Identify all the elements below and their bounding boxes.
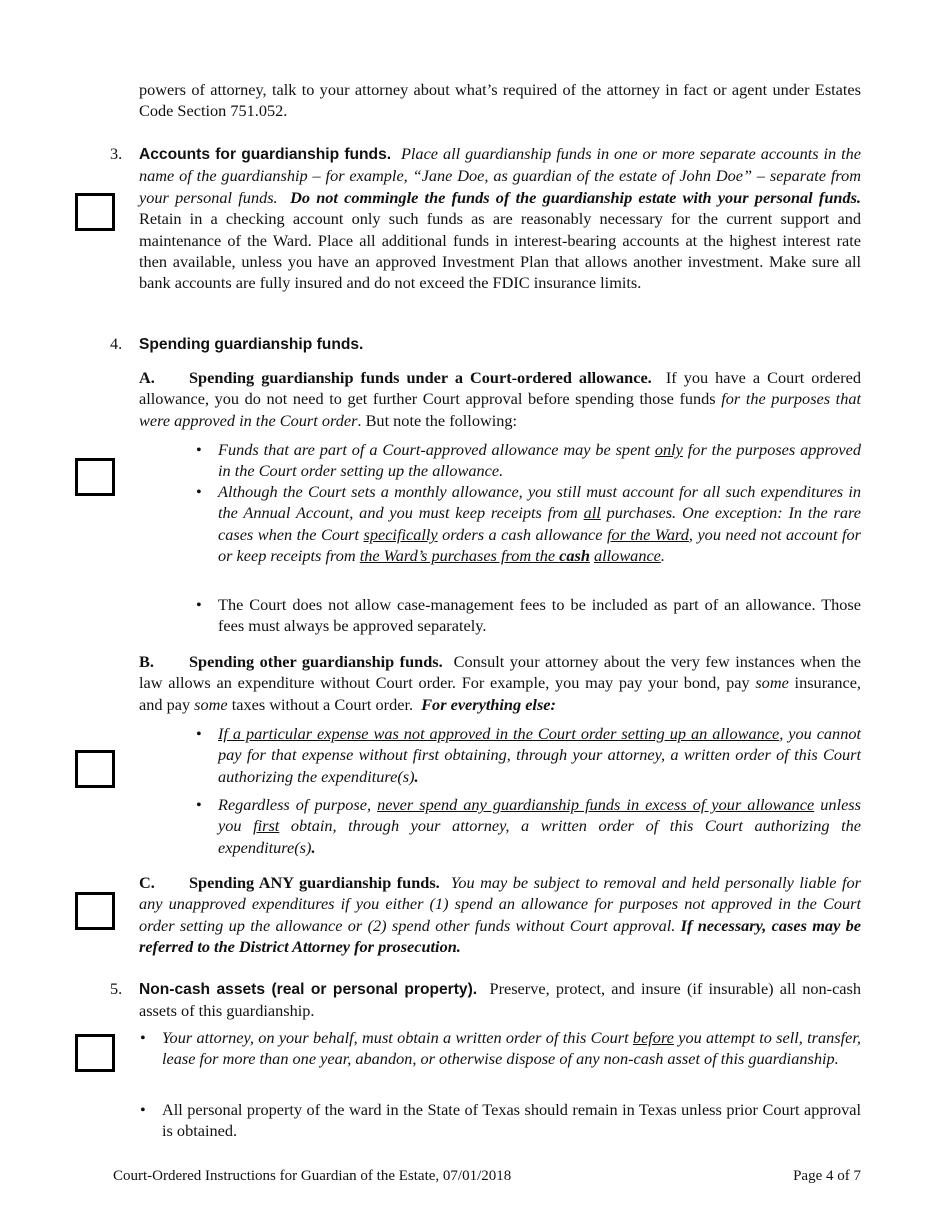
bullet-end: . — [414, 766, 419, 786]
section-5-bullet-2 — [162, 1099, 861, 1142]
bullet-underline: first — [253, 816, 280, 836]
section-4b-paragraph — [139, 651, 861, 715]
bullet-text: . — [660, 546, 665, 566]
section-4b-bold-italic: For everything else: — [421, 694, 556, 714]
section-4-heading: Spending guardianship funds. — [139, 336, 364, 353]
section-4b-heading: Spending other guardianship funds. — [189, 652, 443, 671]
bullet-underline: never spend any guardianship funds in excess of your allowance — [377, 795, 815, 814]
section-4b-text3: taxes without a Court order. — [231, 694, 414, 714]
bullet-underline: specifically — [363, 524, 438, 544]
bullet-underline: before — [632, 1028, 674, 1047]
section-5-number: 5. — [110, 979, 123, 998]
bullet-text: Regardless of purpose, — [218, 795, 372, 814]
section-4c-bold-italic: If necessary, cases may be referred to the District Attorney for prosecution. — [139, 915, 861, 957]
section-4a-paragraph — [139, 367, 861, 431]
bullet-text: purchases. One exception: In the rare cases when the Court — [218, 503, 861, 544]
section-3-italic: Place all guardianship funds in one or more separate accounts in the name of the guardianship – for example, “Jane Doe, as guardian of the estate of John Doe” – separate from your personal funds. — [139, 144, 861, 207]
section-5-paragraph — [139, 978, 861, 1022]
section-4a-checkbox[interactable] — [75, 458, 115, 496]
section-3-number: 3. — [110, 144, 123, 163]
bullet-text: All personal property of the ward in the State of Texas should remain in Texas unless prior Court approval is obtained. — [162, 1100, 861, 1141]
section-4c-paragraph — [139, 872, 861, 958]
section-4b-text2: insurance, and pay — [139, 673, 861, 714]
section-4c-italic: You may be subject to removal and held personally liable for any unapproved expenditures if you either (1) spend an allowance for purposes not approved in the Court order setting up the allowance or (2) spend other funds without Court approval. — [139, 873, 861, 935]
intro-paragraph — [139, 79, 861, 122]
bullet-text: orders a cash allowance — [442, 524, 603, 544]
section-4a-italic: for the purposes that were approved in the Court order — [139, 389, 862, 430]
bullet-text: for the purposes approved in the Court order setting up the allowance. — [218, 440, 861, 481]
section-5-heading: Non-cash assets (real or personal property). — [139, 981, 478, 998]
section-4c-checkbox[interactable] — [75, 892, 115, 930]
bullet-text: you attempt to sell, transfer, lease for more than one year, abandon, or otherwise dispose of any non-cash asset of this guardianship. — [162, 1028, 861, 1069]
bullet-text: The Court does not allow case-management fees to be included as part of an allowance. Those fees must always be approved separately. — [218, 595, 861, 636]
bullet-text: Although the Court sets a monthly allowance, you still must account for all such expenditures in the Annual Account, and you must keep receipts from — [218, 482, 861, 523]
section-4a-letter: A. — [139, 368, 155, 387]
bullet-underline: only — [654, 440, 683, 459]
section-4a-heading: Spending guardianship funds under a Court-ordered allowance. — [189, 368, 652, 387]
section-4-title — [139, 333, 861, 355]
section-4b-checkbox[interactable] — [75, 750, 115, 788]
bullet-text: , you cannot pay for that expense without first obtaining, through your attorney, a written order of this Court authorizing the expenditure(s) — [218, 724, 862, 786]
bullet-underline: for the Ward — [606, 524, 689, 544]
bullet-text: unless you — [218, 795, 861, 836]
bullet-text: Funds that are part of a Court-approved allowance may be spent — [218, 440, 650, 459]
bullet-bold-underline: cash — [559, 546, 590, 566]
section-4b-bullet-1 — [218, 723, 861, 787]
section-4b-some: some — [755, 673, 789, 693]
section-4b-letter: B. — [139, 652, 154, 671]
section-3-checkbox[interactable] — [75, 193, 115, 231]
bullet-text: Your attorney, on your behalf, must obtain a written order of this Court — [162, 1028, 629, 1047]
bullet-text: , you need not account for or keep receipts from — [218, 524, 861, 566]
intro-text: powers of attorney, talk to your attorney about what’s required of the attorney in fact or agent under Estates Code Section 751.052. — [139, 80, 861, 121]
section-4b-text1: Consult your attorney about the very few instances when the law allows an expenditure without Court order. For example, you may pay your bond, pay — [139, 652, 861, 693]
section-5-bullet-1 — [162, 1027, 861, 1070]
bullet-text: obtain, through your attorney, a written order of this Court authorizing the expenditure(s) — [218, 816, 861, 857]
footer-title: Court-Ordered Instructions for Guardian of the Estate, 07/01/2018 — [113, 1168, 512, 1184]
section-3-rest: Retain in a checking account only such funds as are reasonably necessary for the current support and maintenance of the Ward. Place all additional funds in interest-bearing accounts at the highest interest rate then available, unless you have an approved Investment Plan that allows another investment. Make sure all bank accounts are fully insured and do not exceed the FDIC insurance limits. — [139, 209, 861, 293]
section-4c-letter: C. — [139, 873, 155, 892]
section-4a-bullet-3 — [218, 594, 861, 637]
section-3-heading: Accounts for guardianship funds. — [139, 146, 392, 163]
page-number: Page 4 of 7 — [793, 1168, 861, 1184]
section-4b-some: some — [194, 694, 228, 714]
section-4a-bullet-2 — [218, 481, 861, 567]
bullet-underline: the Ward’s purchases from the — [359, 546, 556, 566]
section-3-paragraph — [139, 143, 861, 294]
section-4a-text1: If you have a Court ordered allowance, you do not need to get further Court approval before spending those funds — [139, 368, 862, 409]
bullet-underline: If a particular expense was not approved in the Court order setting up an allowance — [218, 724, 780, 743]
section-4a-bullet-1 — [218, 439, 861, 482]
section-4a-text2: . But note the following: — [357, 410, 518, 430]
section-4-number: 4. — [110, 334, 123, 353]
section-4c-heading: Spending ANY guardianship funds. — [189, 873, 440, 892]
section-4b-bullet-2 — [218, 794, 861, 858]
bullet-underline: allowance — [593, 546, 661, 566]
bullet-underline: all — [583, 503, 601, 523]
section-3-bold-italic: Do not commingle the funds of the guardianship estate with your personal funds. — [290, 187, 861, 207]
section-5-text: Preserve, protect, and insure (if insurable) all non-cash assets of this guardianship. — [139, 979, 862, 1021]
section-5-checkbox[interactable] — [75, 1034, 115, 1072]
bullet-end: . — [311, 837, 316, 857]
